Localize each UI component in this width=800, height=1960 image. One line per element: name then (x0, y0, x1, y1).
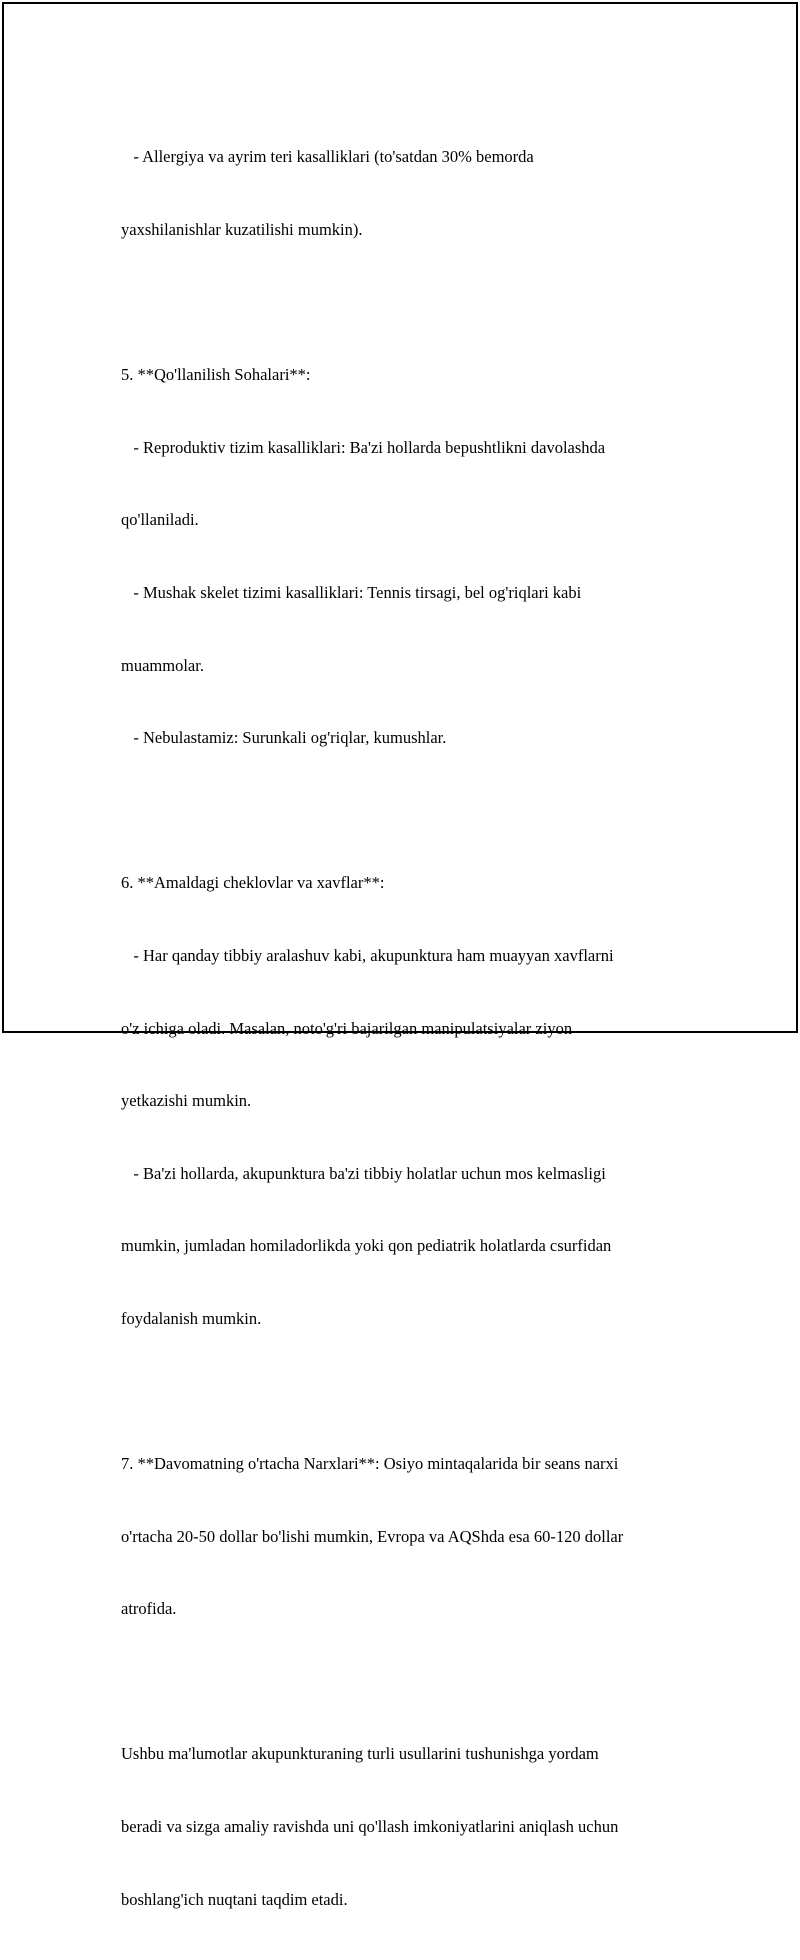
text-line: - Ba'zi hollarda, akupunktura ba'zi tibbiy holatlar uchun mos kelmasligi (121, 1163, 606, 1183)
text-line: qo'llaniladi. (121, 510, 199, 530)
blank-line (121, 1670, 701, 1694)
text-line: yetkazishi mumkin. (121, 1091, 252, 1111)
section-heading: 7. **Davomatning o'rtacha Narxlari**: Osiyo mintaqalarida bir seans narxi (121, 1454, 619, 1474)
section-heading: 5. **Qo'llanilish Sohalari**: (121, 365, 311, 385)
text-line: mumkin, jumladan homiladorlikda yoki qon pediatrik holatlarda csurfidan (121, 1236, 612, 1256)
text-line: muammolar. (121, 655, 204, 675)
text-line: beradi va sizga amaliy ravishda uni qo'llash imkoniyatlarini aniqlash uchun (121, 1817, 619, 1837)
text-line: yaxshilanishlar kuzatilishi mumkin). (121, 220, 363, 239)
page-border (2, 2, 798, 1909)
section-heading: 6. **Amaldagi cheklovlar va xavflar**: (121, 873, 385, 893)
text-line: - Har qanday tibbiy aralashuv kabi, akupunktura ham muayyan xavflarni (121, 945, 614, 965)
blank-line (121, 799, 701, 823)
blank-line (121, 291, 701, 315)
text-line: - Reproduktiv tizim kasalliklari: Ba'zi hollarda bepushtlikni davolashda (121, 437, 606, 457)
text-line: o'z ichiga oladi. Masalan, noto'g'ri bajarilgan manipulatsiyalar ziyon (121, 1018, 573, 1038)
text-line: Ushbu ma'lumotlar akupunkturaning turli usullarini tushunishga yordam (121, 1744, 599, 1764)
text-line: foydalanish mumkin. (121, 1308, 262, 1328)
text-line: boshlang'ich nuqtani taqdim etadi. (121, 1889, 348, 1909)
text-line: - Allergiya va ayrim teri kasalliklari (to'satdan 30% bemorda (121, 147, 534, 167)
text-line: atrofida. (121, 1599, 177, 1619)
text-line: o'rtacha 20-50 dollar bo'lishi mumkin, Evropa va AQShda esa 60-120 dollar (121, 1526, 624, 1546)
text-line: - Mushak skelet tizimi kasalliklari: Tennis tirsagi, bel og'riqlari kabi (121, 582, 582, 602)
blank-line (121, 1380, 701, 1404)
text-line: - Nebulastamiz: Surunkali og'riqlar, kumushlar. (121, 728, 447, 748)
document-body (121, 97, 701, 1960)
